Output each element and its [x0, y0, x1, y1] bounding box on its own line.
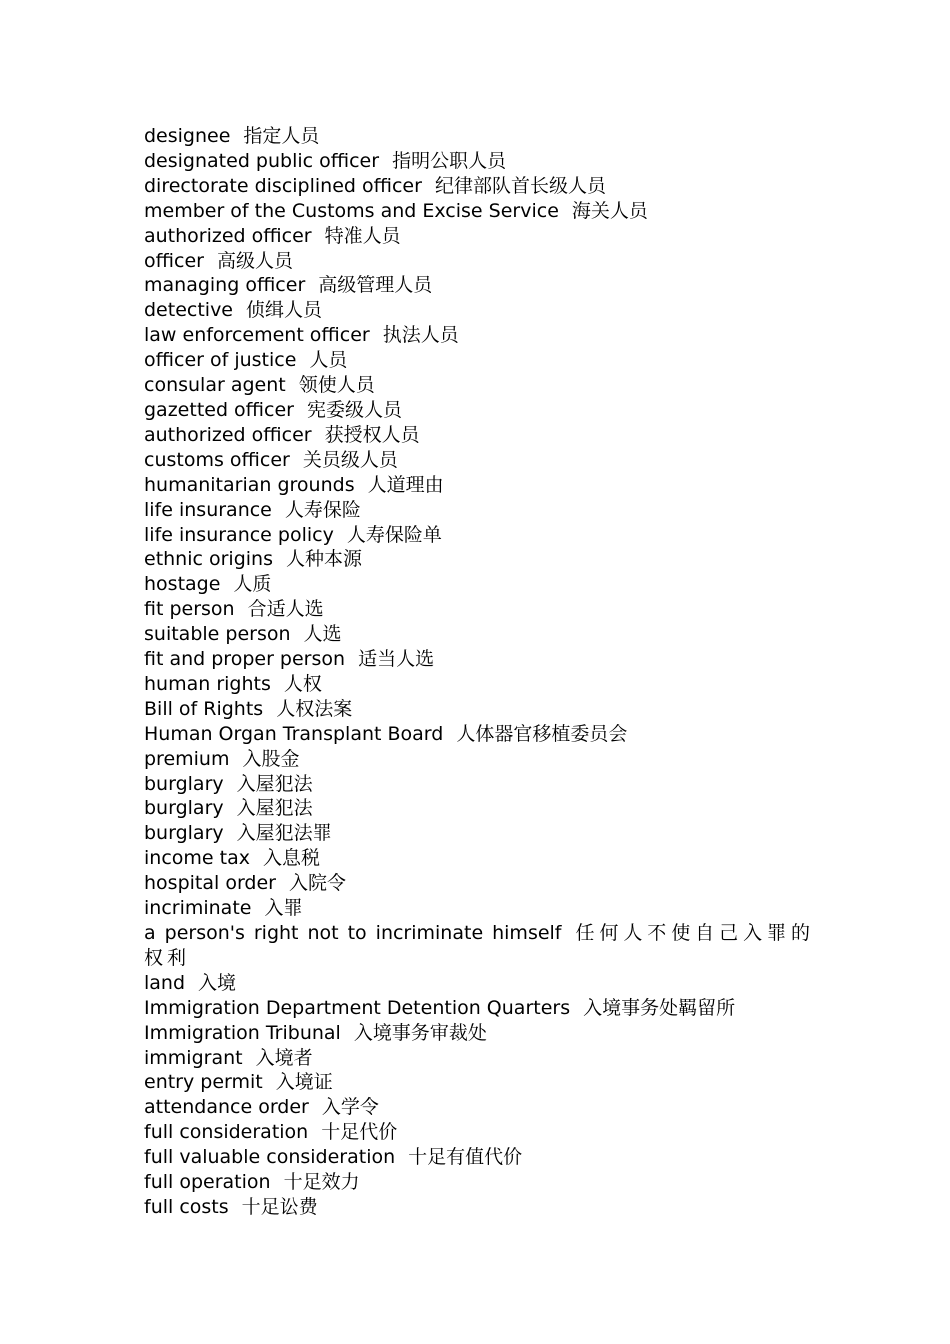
english-term: directorate disciplined officer — [144, 174, 422, 197]
chinese-term: 高级人员 — [216, 249, 293, 272]
chinese-term: 入境事务审裁处 — [353, 1021, 487, 1044]
chinese-term: 十足讼费 — [241, 1195, 318, 1218]
glossary-entry — [144, 498, 814, 523]
english-term: suitable person — [144, 623, 291, 646]
chinese-term: 入境证 — [275, 1071, 333, 1094]
chinese-term: 高级管理人员 — [318, 274, 433, 297]
english-term: full operation — [144, 1171, 271, 1194]
glossary-entry — [144, 273, 814, 298]
english-term: fit and proper person — [144, 648, 346, 671]
chinese-term: 人权法案 — [276, 697, 353, 720]
english-term: burglary — [144, 822, 224, 845]
chinese-term: 入屋犯法 — [236, 772, 313, 795]
glossary-entry — [144, 149, 814, 174]
chinese-term: 特准人员 — [324, 224, 401, 247]
english-term: burglary — [144, 772, 224, 795]
glossary-entry — [144, 572, 814, 597]
glossary-entry — [144, 896, 814, 921]
glossary-entry — [144, 722, 814, 747]
chinese-term: 宪委级人员 — [307, 398, 403, 421]
english-term: full valuable consideration — [144, 1146, 396, 1169]
english-term: authorized officer — [144, 423, 312, 446]
glossary-entry — [144, 348, 814, 373]
english-term: consular agent — [144, 374, 286, 397]
chinese-term: 人道理由 — [367, 473, 444, 496]
glossary-entry — [144, 1070, 814, 1095]
english-term: life insurance policy — [144, 523, 334, 546]
english-term: hospital order — [144, 872, 276, 895]
chinese-term: 入境 — [198, 971, 237, 994]
english-term: customs officer — [144, 448, 290, 471]
glossary-entry — [144, 398, 814, 423]
english-term: Bill of Rights — [144, 697, 264, 720]
glossary-entry — [144, 772, 814, 797]
chinese-term: 领使人员 — [298, 374, 375, 397]
glossary-entry — [144, 672, 814, 697]
chinese-term: 指定人员 — [243, 125, 320, 147]
glossary-entry — [144, 647, 814, 672]
glossary-entry — [144, 871, 814, 896]
chinese-term: 入股金 — [242, 747, 300, 770]
glossary-entry — [144, 1145, 814, 1170]
glossary-entry — [144, 1021, 814, 1046]
english-term: full costs — [144, 1195, 229, 1218]
glossary-entry — [144, 747, 814, 772]
chinese-term: 人选 — [303, 623, 342, 646]
glossary-entry — [144, 597, 814, 622]
english-term: member of the Customs and Excise Service — [144, 199, 559, 222]
glossary-entry — [144, 174, 814, 199]
english-term: human rights — [144, 672, 271, 695]
glossary-entry — [144, 1120, 814, 1145]
english-term: burglary — [144, 797, 224, 820]
chinese-term: 入屋犯法 — [236, 797, 313, 820]
chinese-term: 人员 — [309, 349, 348, 372]
glossary-entry — [144, 448, 814, 473]
chinese-term: 获授权人员 — [324, 423, 420, 446]
english-term: a person's right not to incriminate himself — [144, 922, 562, 944]
english-term: fit person — [144, 598, 235, 621]
chinese-term: 人权 — [283, 672, 322, 695]
english-term: Human Organ Transplant Board — [144, 722, 444, 745]
chinese-term: 人种本源 — [285, 548, 362, 571]
glossary-entry — [144, 124, 814, 149]
glossary-entry — [144, 473, 814, 498]
glossary-entry — [144, 971, 814, 996]
english-term: full consideration — [144, 1121, 309, 1144]
english-term: entry permit — [144, 1071, 263, 1094]
english-term: gazetted officer — [144, 398, 294, 421]
english-term: attendance order — [144, 1096, 309, 1119]
english-term: Immigration Department Detention Quarters — [144, 996, 571, 1019]
english-term: hostage — [144, 573, 221, 596]
chinese-term: 指明公职人员 — [392, 149, 507, 172]
glossary-entry — [144, 796, 814, 821]
glossary-entry — [144, 846, 814, 871]
chinese-term: 关员级人员 — [302, 448, 398, 471]
english-term: law enforcement officer — [144, 324, 370, 347]
chinese-term: 入罪 — [264, 897, 303, 920]
chinese-term: 入境事务处羁留所 — [583, 996, 736, 1019]
chinese-term: 执法人员 — [382, 324, 459, 347]
chinese-term: 人寿保险 — [284, 498, 361, 521]
glossary-entry — [144, 224, 814, 249]
glossary-entry — [144, 423, 814, 448]
english-term: authorized officer — [144, 224, 312, 247]
glossary-entry — [144, 523, 814, 548]
english-term: officer of justice — [144, 349, 297, 372]
chinese-term: 人质 — [233, 573, 272, 596]
english-term: designated public officer — [144, 149, 380, 172]
chinese-term: 任何人不使自己入罪的权利 — [144, 922, 814, 969]
glossary-entry — [144, 622, 814, 647]
chinese-term: 入学令 — [321, 1096, 379, 1119]
chinese-term: 合适人选 — [247, 598, 324, 621]
english-term: premium — [144, 747, 230, 770]
english-term: humanitarian grounds — [144, 473, 355, 496]
english-term: officer — [144, 249, 204, 272]
english-term: ethnic origins — [144, 548, 273, 571]
english-term: immigrant — [144, 1046, 243, 1069]
chinese-term: 人寿保险单 — [346, 523, 442, 546]
glossary-entry — [144, 298, 814, 323]
english-term: income tax — [144, 847, 250, 870]
english-term: designee — [144, 125, 231, 147]
glossary-entry — [144, 1195, 814, 1220]
glossary-entry — [144, 373, 814, 398]
glossary-entry — [144, 249, 814, 274]
glossary-entry — [144, 996, 814, 1021]
chinese-term: 海关人员 — [571, 199, 648, 222]
chinese-term: 入屋犯法罪 — [236, 822, 332, 845]
chinese-term: 纪律部队首长级人员 — [434, 174, 606, 197]
chinese-term: 适当人选 — [358, 648, 435, 671]
glossary-entry — [144, 1095, 814, 1120]
glossary-entry — [144, 547, 814, 572]
english-term: detective — [144, 299, 233, 322]
english-term: Immigration Tribunal — [144, 1021, 341, 1044]
glossary-entry — [144, 1170, 814, 1195]
glossary-entry — [144, 697, 814, 722]
english-term: managing officer — [144, 274, 306, 297]
chinese-term: 人体器官移植委员会 — [456, 722, 628, 745]
glossary-entry — [144, 199, 814, 224]
glossary-entry — [144, 921, 814, 971]
chinese-term: 侦缉人员 — [246, 299, 323, 322]
glossary-list — [144, 124, 814, 1220]
chinese-term: 十足有值代价 — [408, 1146, 523, 1169]
chinese-term: 十足效力 — [283, 1171, 360, 1194]
english-term: life insurance — [144, 498, 272, 521]
glossary-entry — [144, 323, 814, 348]
chinese-term: 十足代价 — [321, 1121, 398, 1144]
glossary-entry — [144, 1046, 814, 1071]
english-term: incriminate — [144, 897, 252, 920]
chinese-term: 入息税 — [262, 847, 320, 870]
chinese-term: 入境者 — [255, 1046, 313, 1069]
chinese-term: 入院令 — [288, 872, 346, 895]
glossary-entry — [144, 821, 814, 846]
english-term: land — [144, 971, 186, 994]
